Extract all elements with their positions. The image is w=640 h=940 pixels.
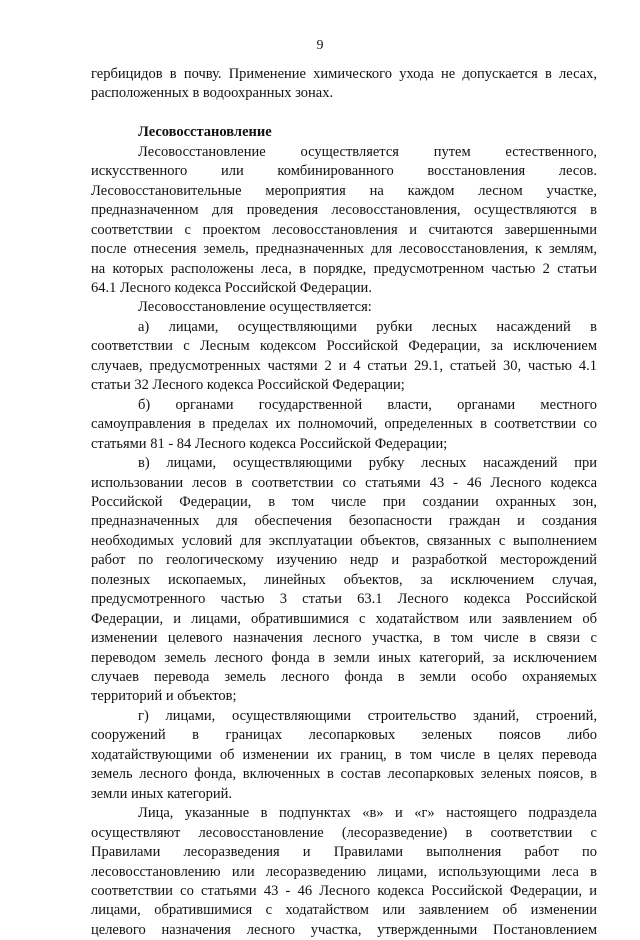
text-line: земли иных категорий. [91, 785, 232, 802]
text-line: предназначенном для проведения лесовосстановления, осуществляются в [91, 202, 597, 219]
text-line: соответствии с проектом лесовосстановления и считаются завершенными [91, 221, 597, 238]
document-body [91, 65, 597, 940]
text-line: Лица, указанные в подпунктах «в» и «г» настоящего подраздела [138, 805, 597, 822]
text-line: предусмотренного частью 3 статьи 63.1 Лесного кодекса Российской [91, 591, 597, 608]
text-line: ходатайствующими об изменении их границ, в том числе в целях перевода [91, 746, 597, 763]
text-line: искусственного или комбинированного восстановления лесов. [91, 163, 597, 180]
text-line: а) лицами, осуществляющими рубки лесных насаждений в [138, 318, 597, 335]
text-line: соответствии с Лесным кодексом Российской Федерации, за исключением [91, 338, 597, 355]
text-line: необходимых условий для эксплуатации объектов, связанных с выполнением [91, 532, 597, 549]
text-line: Лесовосстановление осуществляется путем естественного, [138, 143, 597, 160]
text-line: статьи 32 Лесного кодекса Российской Федерации; [91, 377, 405, 394]
text-line: Правилами лесоразведения и Правилами выполнения работ по [91, 844, 597, 861]
text-line: полезных ископаемых, линейных объектов, за исключением случая, [91, 571, 597, 588]
text-line: случаев, предусмотренных частями 2 и 4 статьи 29.1, статьей 30, частью 4.1 [91, 357, 597, 374]
text-line: земель лесного фонда, включенных в состав лесопарковых зеленых поясов, в [91, 766, 597, 783]
text-line: в) лицами, осуществляющими рубку лесных насаждений при [138, 455, 597, 472]
text-line: расположенных в водоохранных зонах. [91, 85, 334, 102]
paragraph-spacer [91, 104, 597, 123]
text-line: осуществляют лесовосстановление (лесоразведение) в соответствии с [91, 824, 597, 841]
text-line: после отнесения земель, предназначенных для лесовосстановления, к землям, [91, 241, 597, 258]
text-line: б) органами государственной власти, органами местного [138, 396, 597, 413]
text-line: Федерации, и лицами, обратившимися с ходатайством или заявлением об [91, 610, 597, 627]
text-line: самоуправления в пределах их полномочий, определенных в соответствии со [91, 416, 597, 433]
text-line: г) лицами, осуществляющими строительство зданий, строений, [138, 707, 597, 724]
text-line: использовании лесов в соответствии со статьями 43 - 46 Лесного кодекса [91, 474, 597, 491]
section-heading: Лесовосстановление [138, 124, 272, 141]
page-number: 9 [316, 38, 324, 53]
text-line: Российской Федерации, в том числе при создании охранных зон, [91, 493, 597, 510]
text-line: сооружений в границах лесопарковых зеленых поясов либо [91, 727, 597, 744]
text-line: лицами, обратившимися с ходатайством или заявлением об изменении [91, 902, 597, 919]
text-line: Лесовосстановление осуществляется: [138, 299, 372, 316]
text-line: работ по геологическому изучению недр и разработкой месторождений [91, 552, 597, 569]
text-line: случаев перевода земель лесного фонда в земли особо охраняемых [91, 669, 597, 686]
text-line: соответствии со статьями 43 - 46 Лесного кодекса Российской Федерации, и [91, 883, 597, 900]
text-line: территорий и объектов; [91, 688, 237, 705]
text-line: гербицидов в почву. Применение химического ухода не допускается в лесах, [91, 66, 597, 82]
text-line: на которых расположены леса, в порядке, предусмотренном частью 2 статьи [91, 260, 597, 277]
text-line: целевого назначения лесного участка, утвержденными Постановлением [91, 921, 597, 938]
text-line: статьями 81 - 84 Лесного кодекса Российской Федерации; [91, 435, 448, 452]
text-line: лесовосстановлению или лесоразведению лицами, использующими леса в [91, 863, 597, 880]
text-line: предназначенных для обеспечения безопасности граждан и создания [91, 513, 597, 530]
text-line: изменении целевого назначения лесного участка, в том числе в связи с [91, 630, 597, 647]
text-line: переводом земель лесного фонда в земли иных категорий, за исключением [91, 649, 597, 666]
text-line: Лесовосстановительные мероприятия на каждом лесном участке, [91, 182, 597, 199]
text-line: 64.1 Лесного кодекса Российской Федерации. [91, 279, 372, 296]
